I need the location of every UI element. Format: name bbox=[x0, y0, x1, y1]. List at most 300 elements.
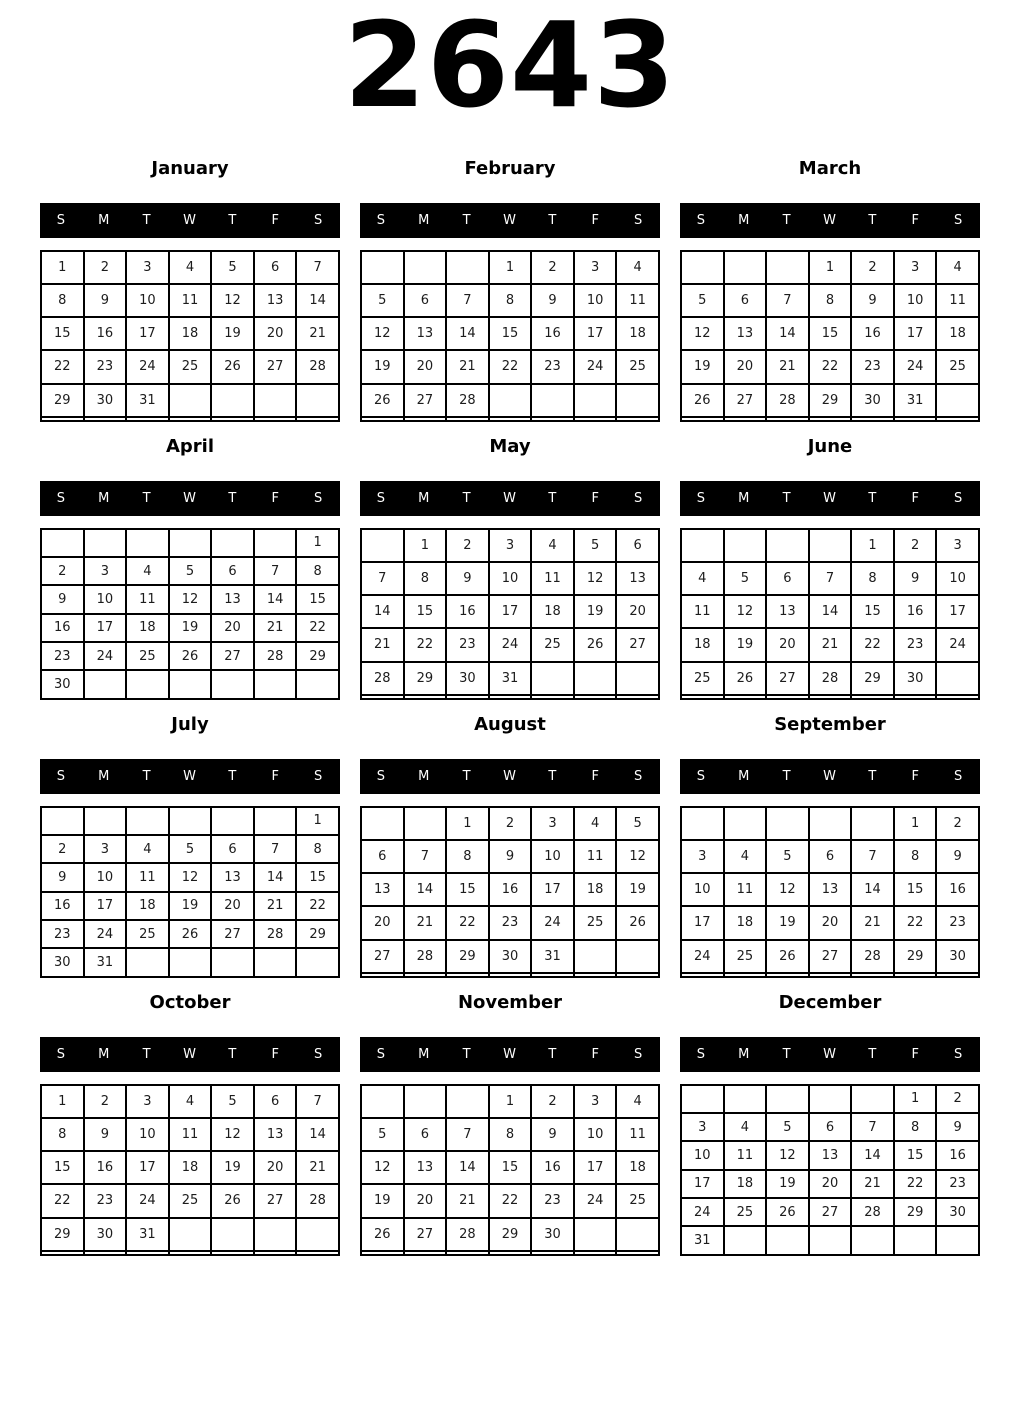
weekday-header bbox=[680, 481, 980, 516]
week-row bbox=[681, 350, 979, 383]
year-title: 2643 bbox=[343, 0, 677, 134]
day-cell-empty bbox=[724, 251, 767, 284]
day-cell-empty bbox=[724, 807, 767, 840]
week-row bbox=[361, 384, 659, 417]
day-cell-empty bbox=[809, 1226, 852, 1254]
weekday-label: S bbox=[376, 768, 387, 784]
day-cell-empty bbox=[361, 251, 404, 284]
day-cell: 30 bbox=[41, 948, 84, 976]
day-cell-empty bbox=[296, 384, 339, 417]
day-cell: 13 bbox=[766, 595, 809, 628]
week-row bbox=[361, 284, 659, 317]
weekday-label: S bbox=[633, 212, 644, 228]
day-cell: 1 bbox=[489, 251, 532, 284]
day-cell: 19 bbox=[361, 1184, 404, 1217]
day-cell: 28 bbox=[296, 1184, 339, 1217]
weekday-label: W bbox=[823, 490, 837, 506]
weekday-label: F bbox=[271, 1046, 280, 1062]
day-cell: 29 bbox=[404, 662, 447, 695]
day-cell: 11 bbox=[724, 1141, 767, 1169]
weekday-label: T bbox=[868, 768, 878, 784]
day-cell-empty bbox=[404, 417, 447, 421]
day-cell: 2 bbox=[84, 1085, 127, 1118]
day-cell: 8 bbox=[489, 284, 532, 317]
day-cell-empty bbox=[361, 807, 404, 840]
day-cell-empty bbox=[616, 1251, 659, 1255]
day-cell: 30 bbox=[936, 1198, 979, 1226]
week-row bbox=[361, 1251, 659, 1255]
day-cell: 21 bbox=[851, 906, 894, 939]
day-cell: 22 bbox=[296, 892, 339, 920]
day-cell: 5 bbox=[211, 1085, 254, 1118]
day-cell: 4 bbox=[936, 251, 979, 284]
day-cell: 12 bbox=[766, 1141, 809, 1169]
day-cell-empty bbox=[296, 417, 339, 421]
day-cell: 23 bbox=[41, 642, 84, 670]
day-cell-empty bbox=[446, 1251, 489, 1255]
day-cell-empty bbox=[41, 529, 84, 557]
day-cell: 15 bbox=[41, 1151, 84, 1184]
weekday-label: W bbox=[503, 490, 517, 506]
day-cell: 14 bbox=[361, 595, 404, 628]
week-row bbox=[681, 840, 979, 873]
day-cell-empty bbox=[169, 1218, 212, 1251]
day-cell: 20 bbox=[724, 350, 767, 383]
day-cell: 29 bbox=[296, 920, 339, 948]
day-cell: 18 bbox=[531, 595, 574, 628]
day-cell: 28 bbox=[851, 1198, 894, 1226]
day-cell-empty bbox=[41, 417, 84, 421]
day-cell: 16 bbox=[531, 1151, 574, 1184]
day-cell: 23 bbox=[531, 350, 574, 383]
day-cell: 9 bbox=[84, 1118, 127, 1151]
day-cell: 8 bbox=[489, 1118, 532, 1151]
week-row bbox=[361, 417, 659, 421]
week-row bbox=[361, 873, 659, 906]
day-cell: 4 bbox=[724, 840, 767, 873]
weekday-label: F bbox=[271, 490, 280, 506]
week-row bbox=[41, 251, 339, 284]
day-cell: 12 bbox=[574, 562, 617, 595]
day-cell: 1 bbox=[894, 1085, 937, 1113]
weekday-header bbox=[360, 203, 660, 238]
day-cell: 11 bbox=[574, 840, 617, 873]
day-cell: 23 bbox=[851, 350, 894, 383]
month-september bbox=[680, 713, 980, 978]
day-cell: 17 bbox=[681, 906, 724, 939]
month-april bbox=[40, 435, 340, 700]
day-cell: 15 bbox=[489, 317, 532, 350]
day-cell: 12 bbox=[211, 1118, 254, 1151]
day-cell: 31 bbox=[894, 384, 937, 417]
day-cell-empty bbox=[851, 807, 894, 840]
week-row bbox=[41, 284, 339, 317]
weekday-label: W bbox=[503, 768, 517, 784]
day-cell-empty bbox=[361, 1085, 404, 1118]
month-august bbox=[360, 713, 660, 978]
day-cell-empty bbox=[531, 1251, 574, 1255]
day-cell-empty bbox=[531, 662, 574, 695]
day-cell: 27 bbox=[254, 1184, 297, 1217]
day-cell: 16 bbox=[851, 317, 894, 350]
month-days-table bbox=[40, 806, 340, 978]
day-cell-empty bbox=[446, 1085, 489, 1118]
day-cell: 13 bbox=[616, 562, 659, 595]
day-cell: 26 bbox=[211, 350, 254, 383]
day-cell: 3 bbox=[126, 1085, 169, 1118]
day-cell: 21 bbox=[296, 1151, 339, 1184]
weekday-label: S bbox=[633, 490, 644, 506]
week-row bbox=[681, 906, 979, 939]
day-cell: 21 bbox=[809, 628, 852, 661]
day-cell: 19 bbox=[766, 906, 809, 939]
day-cell: 6 bbox=[809, 1113, 852, 1141]
day-cell: 13 bbox=[254, 284, 297, 317]
day-cell: 29 bbox=[446, 940, 489, 973]
day-cell: 10 bbox=[126, 284, 169, 317]
day-cell: 17 bbox=[936, 595, 979, 628]
weekday-label: M bbox=[98, 1046, 111, 1062]
day-cell-empty bbox=[766, 807, 809, 840]
day-cell-empty bbox=[766, 529, 809, 562]
month-june bbox=[680, 435, 980, 700]
month-january bbox=[40, 157, 340, 422]
day-cell: 10 bbox=[574, 1118, 617, 1151]
day-cell: 15 bbox=[489, 1151, 532, 1184]
day-cell: 25 bbox=[126, 920, 169, 948]
weekday-label: T bbox=[228, 212, 238, 228]
month-days-table bbox=[680, 528, 980, 700]
day-cell-empty bbox=[616, 695, 659, 699]
day-cell: 19 bbox=[724, 628, 767, 661]
day-cell-empty bbox=[489, 417, 532, 421]
weekday-label: F bbox=[591, 1046, 600, 1062]
day-cell: 28 bbox=[851, 940, 894, 973]
day-cell: 11 bbox=[169, 1118, 212, 1151]
day-cell: 13 bbox=[724, 317, 767, 350]
day-cell: 22 bbox=[41, 350, 84, 383]
weekday-label: F bbox=[911, 768, 920, 784]
day-cell: 1 bbox=[446, 807, 489, 840]
weekday-label: W bbox=[183, 1046, 197, 1062]
day-cell: 25 bbox=[616, 1184, 659, 1217]
weekday-label: S bbox=[313, 212, 324, 228]
week-row bbox=[681, 595, 979, 628]
weekday-label: S bbox=[376, 1046, 387, 1062]
weekday-label: S bbox=[376, 212, 387, 228]
week-row bbox=[681, 284, 979, 317]
day-cell-empty bbox=[169, 670, 212, 698]
day-cell-empty bbox=[894, 1226, 937, 1254]
day-cell: 24 bbox=[126, 1184, 169, 1217]
day-cell-empty bbox=[361, 529, 404, 562]
day-cell: 11 bbox=[126, 585, 169, 613]
day-cell-empty bbox=[616, 973, 659, 977]
month-december bbox=[680, 991, 980, 1256]
day-cell: 27 bbox=[766, 662, 809, 695]
day-cell: 4 bbox=[616, 251, 659, 284]
day-cell: 25 bbox=[169, 1184, 212, 1217]
week-row bbox=[681, 628, 979, 661]
day-cell: 1 bbox=[404, 529, 447, 562]
day-cell: 2 bbox=[531, 1085, 574, 1118]
day-cell: 19 bbox=[361, 350, 404, 383]
day-cell-empty bbox=[169, 948, 212, 976]
weekday-label: S bbox=[696, 490, 707, 506]
day-cell: 4 bbox=[169, 1085, 212, 1118]
day-cell: 10 bbox=[574, 284, 617, 317]
day-cell: 16 bbox=[531, 317, 574, 350]
day-cell: 31 bbox=[531, 940, 574, 973]
week-row bbox=[681, 873, 979, 906]
day-cell-empty bbox=[254, 807, 297, 835]
week-row bbox=[361, 940, 659, 973]
day-cell-empty bbox=[126, 670, 169, 698]
day-cell: 14 bbox=[446, 1151, 489, 1184]
weekday-label: W bbox=[823, 768, 837, 784]
day-cell: 30 bbox=[936, 940, 979, 973]
day-cell-empty bbox=[574, 1251, 617, 1255]
day-cell: 28 bbox=[766, 384, 809, 417]
day-cell: 5 bbox=[169, 557, 212, 585]
day-cell-empty bbox=[809, 695, 852, 699]
month-days-table bbox=[680, 1084, 980, 1256]
weekday-label: M bbox=[418, 212, 431, 228]
weekday-label: M bbox=[738, 768, 751, 784]
day-cell-empty bbox=[361, 973, 404, 977]
week-row bbox=[41, 1251, 339, 1255]
day-cell: 5 bbox=[361, 284, 404, 317]
day-cell: 20 bbox=[809, 906, 852, 939]
weekday-label: M bbox=[418, 1046, 431, 1062]
day-cell: 19 bbox=[211, 1151, 254, 1184]
month-title: June bbox=[807, 435, 853, 457]
day-cell-empty bbox=[169, 529, 212, 557]
day-cell: 10 bbox=[681, 873, 724, 906]
day-cell: 13 bbox=[809, 873, 852, 906]
day-cell: 12 bbox=[361, 1151, 404, 1184]
weekday-label: T bbox=[868, 490, 878, 506]
day-cell: 22 bbox=[41, 1184, 84, 1217]
day-cell: 6 bbox=[211, 557, 254, 585]
day-cell-empty bbox=[809, 807, 852, 840]
day-cell: 29 bbox=[41, 384, 84, 417]
month-days-table bbox=[680, 250, 980, 422]
day-cell: 1 bbox=[489, 1085, 532, 1118]
day-cell: 22 bbox=[404, 628, 447, 661]
day-cell-empty bbox=[724, 1226, 767, 1254]
day-cell-empty bbox=[681, 529, 724, 562]
day-cell-empty bbox=[296, 948, 339, 976]
month-days-table bbox=[360, 528, 660, 700]
day-cell: 24 bbox=[84, 920, 127, 948]
week-row bbox=[41, 317, 339, 350]
week-row bbox=[361, 251, 659, 284]
day-cell: 1 bbox=[41, 1085, 84, 1118]
day-cell: 11 bbox=[531, 562, 574, 595]
day-cell: 2 bbox=[936, 807, 979, 840]
day-cell-empty bbox=[531, 384, 574, 417]
weekday-label: W bbox=[503, 212, 517, 228]
day-cell-empty bbox=[936, 1226, 979, 1254]
day-cell: 20 bbox=[361, 906, 404, 939]
day-cell: 6 bbox=[809, 840, 852, 873]
day-cell: 20 bbox=[211, 614, 254, 642]
day-cell: 29 bbox=[809, 384, 852, 417]
day-cell: 3 bbox=[84, 557, 127, 585]
week-row bbox=[41, 863, 339, 891]
day-cell: 4 bbox=[724, 1113, 767, 1141]
day-cell-empty bbox=[211, 1218, 254, 1251]
day-cell: 28 bbox=[361, 662, 404, 695]
day-cell: 16 bbox=[84, 1151, 127, 1184]
day-cell: 26 bbox=[616, 906, 659, 939]
week-row bbox=[361, 1085, 659, 1118]
month-title: November bbox=[457, 991, 563, 1013]
day-cell: 26 bbox=[574, 628, 617, 661]
day-cell: 16 bbox=[41, 892, 84, 920]
months-grid bbox=[0, 157, 1020, 1256]
day-cell-empty bbox=[489, 973, 532, 977]
weekday-label: S bbox=[376, 490, 387, 506]
day-cell: 30 bbox=[894, 662, 937, 695]
day-cell: 13 bbox=[361, 873, 404, 906]
weekday-label: T bbox=[782, 490, 792, 506]
day-cell: 18 bbox=[574, 873, 617, 906]
weekday-label: T bbox=[462, 490, 472, 506]
day-cell: 28 bbox=[254, 642, 297, 670]
weekday-label: F bbox=[911, 1046, 920, 1062]
week-row bbox=[681, 1226, 979, 1254]
weekday-header bbox=[40, 481, 340, 516]
weekday-label: S bbox=[953, 768, 964, 784]
day-cell-empty bbox=[211, 670, 254, 698]
month-title: March bbox=[798, 157, 862, 179]
week-row bbox=[41, 642, 339, 670]
day-cell: 31 bbox=[489, 662, 532, 695]
day-cell: 19 bbox=[169, 892, 212, 920]
day-cell: 14 bbox=[296, 1118, 339, 1151]
weekday-label: F bbox=[911, 212, 920, 228]
day-cell: 17 bbox=[84, 892, 127, 920]
day-cell: 17 bbox=[531, 873, 574, 906]
day-cell: 11 bbox=[681, 595, 724, 628]
day-cell: 15 bbox=[894, 1141, 937, 1169]
weekday-label: F bbox=[591, 768, 600, 784]
day-cell-empty bbox=[404, 1251, 447, 1255]
day-cell-empty bbox=[809, 973, 852, 977]
day-cell-empty bbox=[724, 1085, 767, 1113]
day-cell: 10 bbox=[84, 585, 127, 613]
day-cell: 18 bbox=[724, 1170, 767, 1198]
day-cell: 11 bbox=[126, 863, 169, 891]
week-row bbox=[681, 695, 979, 699]
day-cell: 29 bbox=[894, 940, 937, 973]
weekday-header bbox=[40, 203, 340, 238]
day-cell-empty bbox=[724, 695, 767, 699]
day-cell: 22 bbox=[296, 614, 339, 642]
day-cell-empty bbox=[616, 417, 659, 421]
day-cell-empty bbox=[574, 695, 617, 699]
day-cell: 11 bbox=[616, 284, 659, 317]
day-cell: 12 bbox=[361, 317, 404, 350]
weekday-label: F bbox=[591, 212, 600, 228]
day-cell: 7 bbox=[446, 284, 489, 317]
weekday-label: S bbox=[56, 1046, 67, 1062]
day-cell: 7 bbox=[296, 251, 339, 284]
day-cell: 11 bbox=[169, 284, 212, 317]
day-cell: 3 bbox=[531, 807, 574, 840]
day-cell: 13 bbox=[404, 1151, 447, 1184]
weekday-label: T bbox=[462, 1046, 472, 1062]
weekday-header bbox=[680, 759, 980, 794]
day-cell: 15 bbox=[851, 595, 894, 628]
day-cell-empty bbox=[681, 1085, 724, 1113]
day-cell: 25 bbox=[616, 350, 659, 383]
day-cell: 15 bbox=[894, 873, 937, 906]
day-cell: 14 bbox=[766, 317, 809, 350]
week-row bbox=[361, 1118, 659, 1151]
month-title: January bbox=[151, 157, 229, 179]
day-cell-empty bbox=[211, 807, 254, 835]
day-cell: 21 bbox=[446, 350, 489, 383]
day-cell: 17 bbox=[574, 1151, 617, 1184]
day-cell: 14 bbox=[296, 284, 339, 317]
day-cell: 1 bbox=[894, 807, 937, 840]
day-cell: 12 bbox=[169, 863, 212, 891]
day-cell: 27 bbox=[404, 1218, 447, 1251]
day-cell: 21 bbox=[254, 892, 297, 920]
day-cell: 29 bbox=[851, 662, 894, 695]
day-cell-empty bbox=[169, 384, 212, 417]
day-cell: 8 bbox=[296, 557, 339, 585]
day-cell: 18 bbox=[616, 1151, 659, 1184]
day-cell: 26 bbox=[766, 1198, 809, 1226]
weekday-header bbox=[360, 759, 660, 794]
day-cell: 6 bbox=[254, 251, 297, 284]
day-cell: 23 bbox=[936, 1170, 979, 1198]
week-row bbox=[41, 670, 339, 698]
day-cell: 15 bbox=[296, 863, 339, 891]
weekday-label: T bbox=[228, 490, 238, 506]
weekday-label: M bbox=[738, 490, 751, 506]
week-row bbox=[361, 350, 659, 383]
day-cell: 13 bbox=[809, 1141, 852, 1169]
day-cell-empty bbox=[126, 417, 169, 421]
day-cell: 18 bbox=[169, 317, 212, 350]
weekday-label: T bbox=[228, 768, 238, 784]
weekday-label: S bbox=[633, 768, 644, 784]
day-cell-empty bbox=[254, 384, 297, 417]
day-cell: 21 bbox=[254, 614, 297, 642]
day-cell: 23 bbox=[489, 906, 532, 939]
day-cell-empty bbox=[766, 251, 809, 284]
day-cell-empty bbox=[531, 417, 574, 421]
day-cell: 29 bbox=[894, 1198, 937, 1226]
day-cell: 31 bbox=[84, 948, 127, 976]
day-cell-empty bbox=[681, 695, 724, 699]
day-cell: 21 bbox=[766, 350, 809, 383]
week-row bbox=[681, 940, 979, 973]
week-row bbox=[41, 350, 339, 383]
month-title: September bbox=[774, 713, 886, 735]
day-cell: 2 bbox=[41, 557, 84, 585]
day-cell-empty bbox=[616, 1218, 659, 1251]
day-cell: 12 bbox=[616, 840, 659, 873]
weekday-label: T bbox=[782, 768, 792, 784]
day-cell: 9 bbox=[446, 562, 489, 595]
day-cell-empty bbox=[84, 670, 127, 698]
